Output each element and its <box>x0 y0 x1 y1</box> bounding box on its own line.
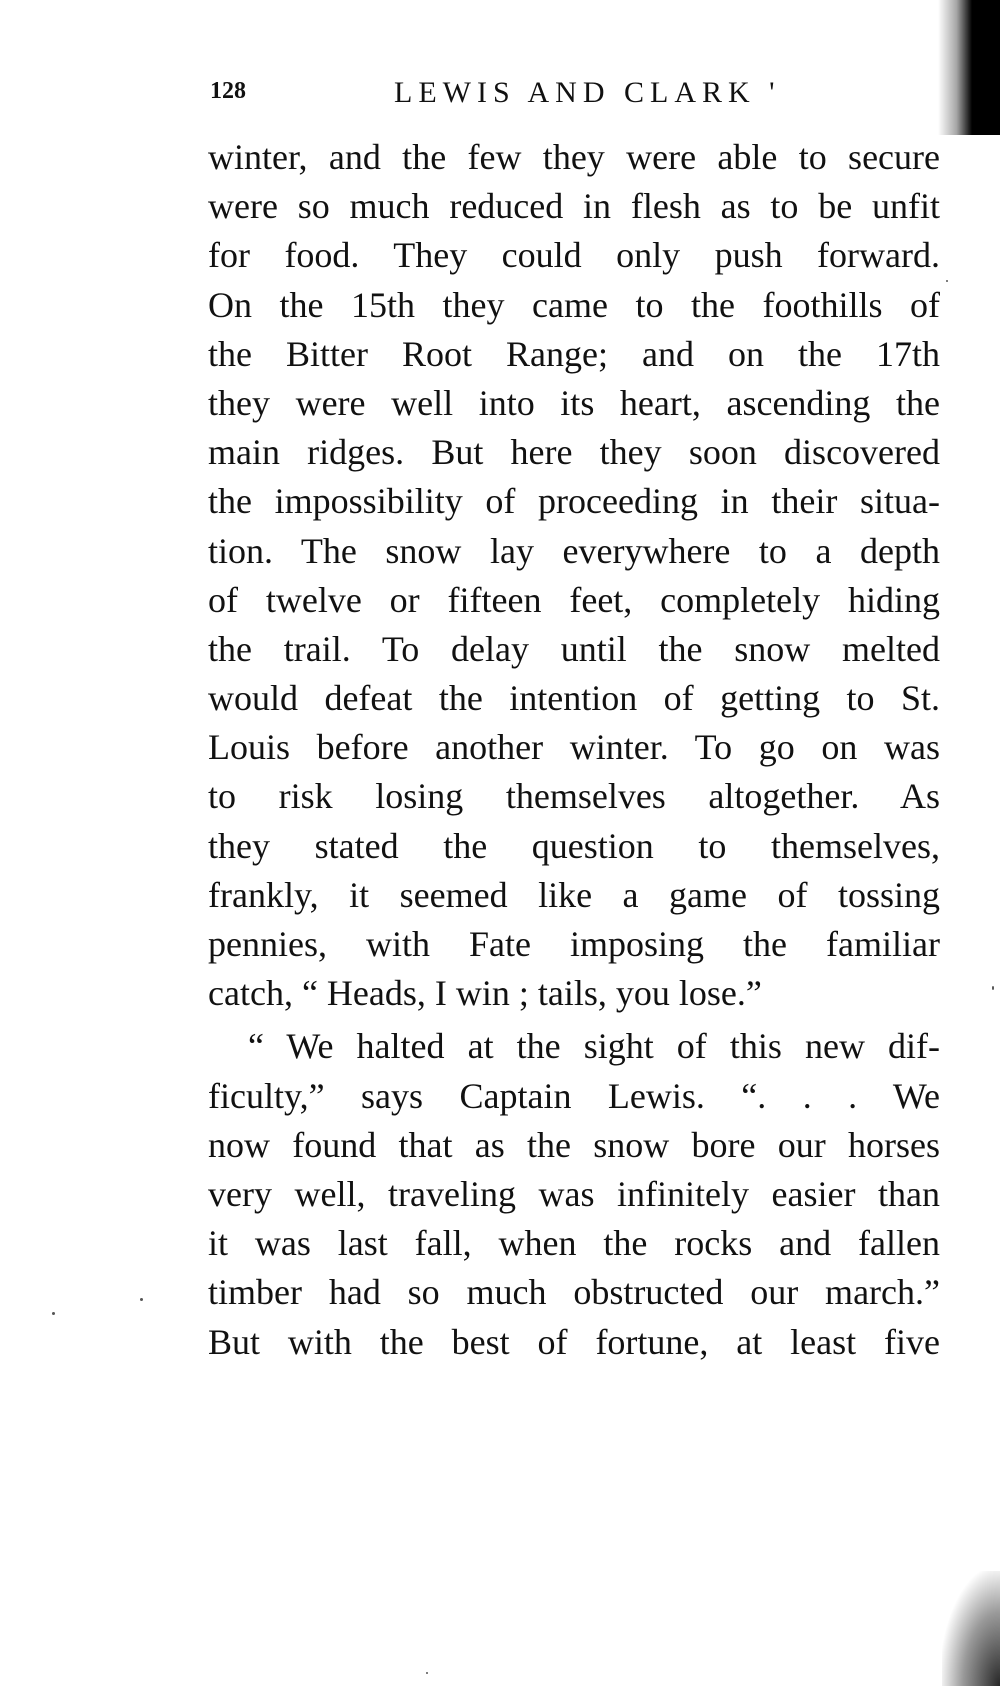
text-line: “ We halted at the sight of this new dif- <box>248 1026 940 1067</box>
scan-speck <box>140 1298 143 1301</box>
scan-edge-shadow-top <box>938 0 1000 135</box>
running-head: LEWIS AND CLARK ' <box>394 76 781 109</box>
text-line: winter, and the few they were able to secure <box>208 137 940 177</box>
text-line: main ridges. But here they soon discovered <box>208 432 940 473</box>
text-line: they were well into its heart, ascending the <box>208 382 940 423</box>
body-text <box>208 133 940 1367</box>
text-line: were so much reduced in flesh as to be unfit <box>208 186 940 227</box>
text-line: the impossibility of proceeding in their situa- <box>208 481 940 522</box>
text-line: to risk losing themselves altogether. As <box>208 776 940 817</box>
scan-speck <box>946 280 948 282</box>
scan-speck <box>52 1312 55 1315</box>
text-line: would defeat the intention of getting to St. <box>208 678 940 719</box>
text-line: Louis before another winter. To go on was <box>208 727 940 768</box>
page-number: 128 <box>210 78 246 104</box>
text-line: But with the best of fortune, at least five <box>208 1321 940 1362</box>
text-line: the trail. To delay until the snow melted <box>208 628 940 669</box>
text-line: ficulty,” says Captain Lewis. “. . . We <box>208 1075 940 1116</box>
text-line: of twelve or fifteen feet, completely hiding <box>208 579 940 620</box>
scan-speck <box>992 986 994 990</box>
text-line: they stated the question to themselves, <box>208 825 940 866</box>
text-line: timber had so much obstructed our march.” <box>208 1272 940 1313</box>
text-line: the Bitter Root Range; and on the 17th <box>208 333 940 374</box>
text-line: On the 15th they came to the foothills of <box>208 284 940 325</box>
text-line: catch, “ Heads, I win ; tails, you lose.” <box>208 973 762 1014</box>
scan-edge-shadow-bottom <box>942 1571 1000 1686</box>
text-line: for food. They could only push forward. <box>208 235 940 276</box>
text-line: frankly, it seemed like a game of tossing <box>208 874 940 915</box>
text-line: very well, traveling was infinitely easier than <box>208 1173 940 1214</box>
text-line: it was last fall, when the rocks and fallen <box>208 1223 940 1264</box>
text-line: tion. The snow lay everywhere to a depth <box>208 530 940 571</box>
text-line: pennies, with Fate imposing the familiar <box>208 924 940 964</box>
text-line: now found that as the snow bore our horses <box>208 1124 940 1165</box>
scan-speck <box>426 1672 428 1674</box>
